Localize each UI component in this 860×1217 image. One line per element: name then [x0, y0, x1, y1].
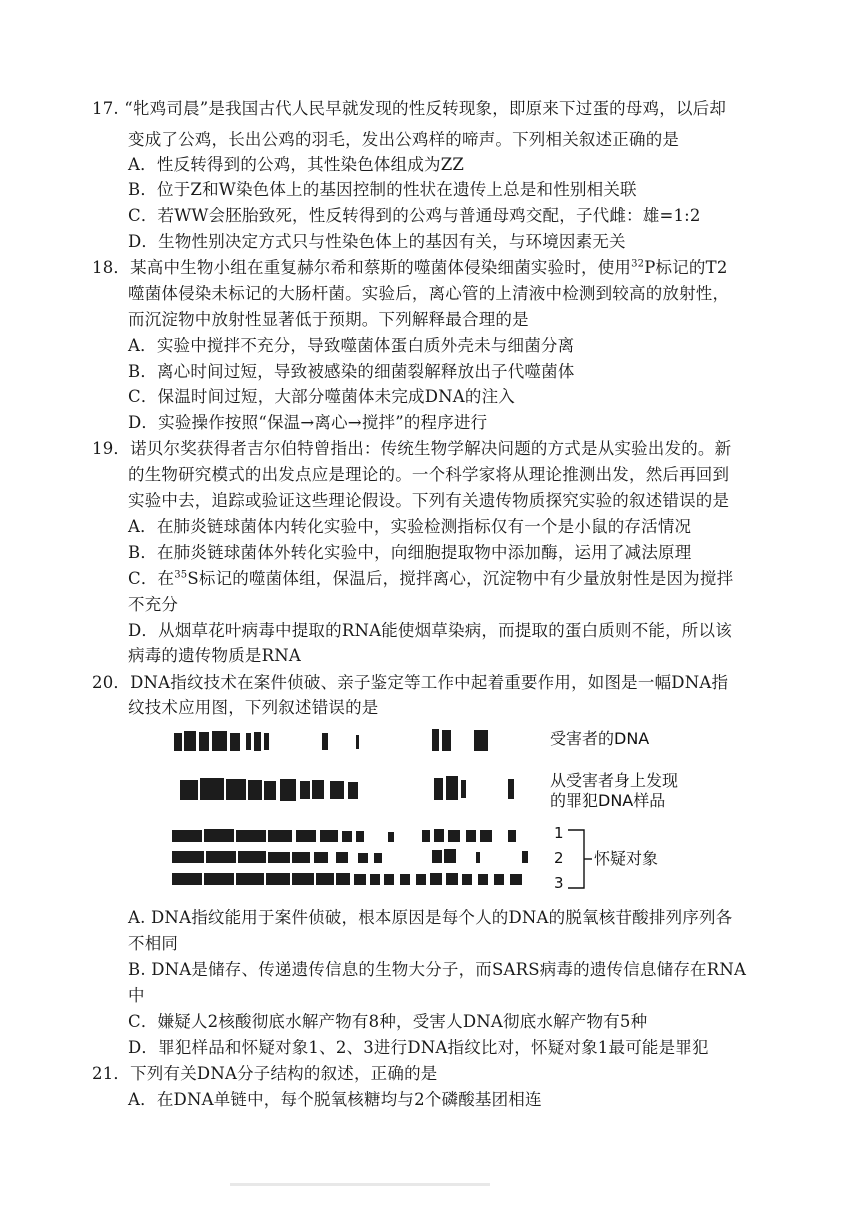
suspect-number-3: 3 — [554, 874, 564, 892]
q19-option-c-line2: 不充分 — [128, 595, 179, 614]
q17-option-b: B．位于Z和W染色体上的基因控制的性状在遗传上总是和性别相关联 — [128, 180, 637, 199]
q21-option-a: A．在DNA单链中，每个脱氧核糖均与2个磷酸基团相连 — [128, 1090, 542, 1109]
q18-stem-text: 18．某高中生物小组在重复赫尔希和蔡斯的噬菌体侵染细菌实验时，使用 — [92, 258, 632, 277]
q20-option-b-line1: B. DNA是储存、传递遗传信息的生物大分子，而SARS病毒的遗传信息储存在RNA — [128, 960, 747, 979]
criminal-sample-bands — [180, 776, 514, 801]
q19-isotope-superscript: 35 — [174, 569, 188, 581]
q18-stem-line1 — [92, 255, 728, 281]
suspects-bracket — [566, 826, 596, 892]
suspect-number-1: 1 — [554, 824, 564, 842]
q17-option-a: A．性反转得到的公鸡，其性染色体组成为ZZ — [128, 155, 465, 174]
q17-option-c: C．若WW会胚胎致死，性反转得到的公鸡与普通母鸡交配，子代雌：雄=1:2 — [128, 206, 701, 225]
q21-stem-line1: 21．下列有关DNA分子结构的叙述，正确的是 — [92, 1064, 438, 1083]
sample-label-line1: 从受害者身上发现 — [550, 771, 679, 790]
q19-option-b: B．在肺炎链球菌体外转化实验中，向细胞提取物中添加酶，运用了减法原理 — [128, 543, 692, 562]
q18-stem-text-tail: P标记的T2 — [644, 258, 728, 277]
q20-option-c: C．嫌疑人2核酸彻底水解产物有8种，受害人DNA彻底水解产物有5种 — [128, 1012, 648, 1031]
q18-option-d: D．实验操作按照“保温→离心→搅拌”的程序进行 — [128, 413, 488, 432]
q19-option-d-line1: D．从烟草花叶病毒中提取的RNA能使烟草染病，而提取的蛋白质则不能，所以该 — [128, 621, 732, 640]
q18-option-a: A．实验中搅拌不充分，导致噬菌体蛋白质外壳未与细菌分离 — [128, 336, 575, 355]
sample-label-line2: 的罪犯DNA样品 — [550, 791, 666, 810]
suspect-number-2: 2 — [554, 849, 564, 867]
suspects-label: 怀疑对象 — [594, 849, 659, 868]
q19-option-c-line1 — [128, 566, 733, 592]
q17-stem-line1: 17. “牝鸡司晨”是我国古代人民早就发现的性反转现象，即原来下过蛋的母鸡，以后却 — [92, 99, 727, 118]
q20-stem-line2: 纹技术应用图，下列叙述错误的是 — [128, 698, 379, 717]
q20-stem-line1: 20．DNA指纹技术在案件侦破、亲子鉴定等工作中起着重要作用，如图是一幅DNA指 — [92, 673, 729, 692]
q17-option-d: D．生物性别决定方式只与性染色体上的基因有关，与环境因素无关 — [128, 232, 626, 251]
q20-option-a-line2: 不相同 — [128, 934, 179, 953]
q19-stem-line1: 19．诺贝尔奖获得者吉尔伯特曾指出：传统生物学解决问题的方式是从实验出发的。新 — [92, 439, 732, 458]
q18-stem-line2: 噬菌体侵染未标记的大肠杆菌。实验后，离心管的上清液中检测到较高的放射性， — [128, 284, 730, 303]
q19-option-c-text-tail: S标记的噬菌体组，保温后，搅拌离心，沉淀物中有少量放射性是因为搅拌 — [187, 569, 734, 588]
q18-stem-line3: 而沉淀物中放射性显著低于预期。下列解释最合理的是 — [128, 310, 529, 329]
suspect-2-bands — [172, 849, 528, 863]
q19-option-a: A．在肺炎链球菌体内转化实验中，实验检测指标仅有一个是小鼠的存活情况 — [128, 517, 692, 536]
q18-isotope-superscript: 32 — [631, 258, 645, 270]
q19-stem-line2: 的生物研究模式的出发点应是理论的。一个科学家将从理论推测出发，然后再回到 — [128, 465, 730, 484]
victim-dna-label: 受害者的DNA — [550, 729, 650, 748]
q19-option-c-text: C．在 — [128, 569, 175, 588]
q18-option-c: C．保温时间过短，大部分噬菌体未完成DNA的注入 — [128, 387, 516, 406]
q17-stem-line2: 变成了公鸡，长出公鸡的羽毛，发出公鸡样的啼声。下列相关叙述正确的是 — [128, 130, 680, 149]
dna-fingerprint-figure — [160, 718, 720, 898]
victim-bands — [174, 729, 488, 751]
scan-smudge — [230, 1183, 490, 1186]
suspect-3-bands — [172, 873, 522, 885]
dna-band-image — [160, 718, 560, 898]
q19-stem-line3: 实验中去，追踪或验证这些理论假设。下列有关遗传物质探究实验的叙述错误的是 — [128, 491, 730, 510]
q20-option-a-line1: A. DNA指纹能用于案件侦破，根本原因是每个人的DNA的脱氧核苷酸排列序列各 — [128, 908, 733, 927]
q18-option-b: B．离心时间过短，导致被感染的细菌裂解释放出子代噬菌体 — [128, 362, 575, 381]
q20-option-d: D．罪犯样品和怀疑对象1、2、3进行DNA指纹比对，怀疑对象1最可能是罪犯 — [128, 1038, 709, 1057]
q20-option-b-line2: 中 — [128, 986, 145, 1005]
suspect-1-bands — [172, 829, 516, 842]
q19-option-d-line2: 病毒的遗传物质是RNA — [128, 646, 301, 665]
